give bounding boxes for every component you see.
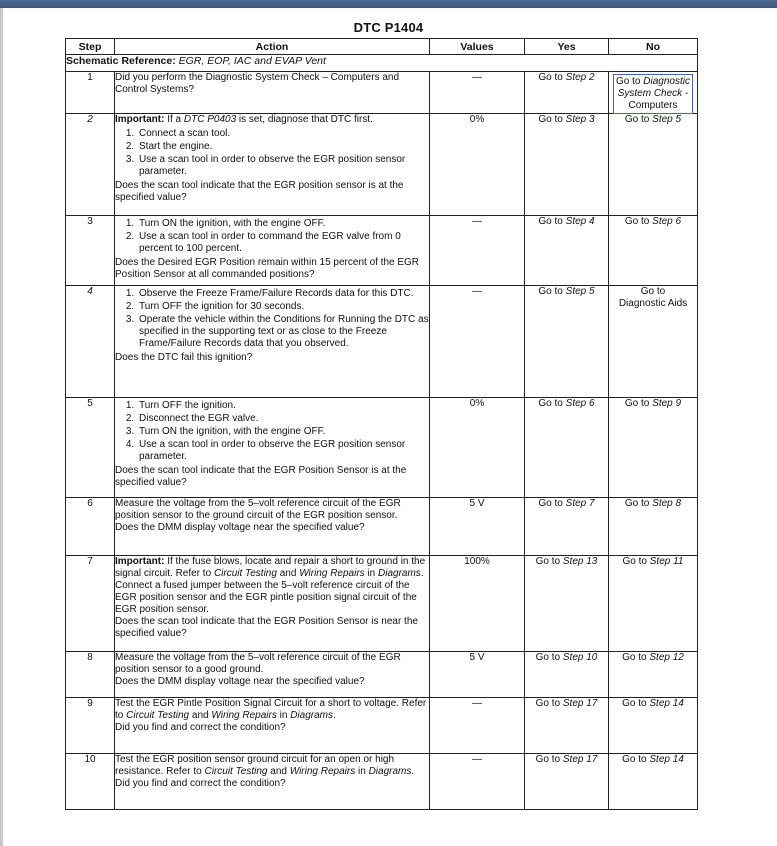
action-step-item: 3. Use a scan tool in order to observe the EGR position sensor parameter. [137, 154, 429, 178]
action-cell [115, 754, 430, 810]
value-cell: — [430, 286, 525, 398]
action-question: Does the DMM display voltage near the specified value? [115, 676, 365, 687]
no-link[interactable]: Go to Step 14 [622, 698, 684, 709]
table-row [66, 114, 698, 216]
action-cell [115, 216, 430, 286]
action-step-item: 2. Turn OFF the ignition for 30 seconds. [137, 301, 429, 313]
yes-link[interactable]: Go to Step 10 [535, 652, 598, 663]
table-row [66, 72, 698, 114]
value-cell: 0% [430, 398, 525, 498]
action-question: Does the scan tool indicate that the EGR position sensor is at the specified value? [115, 180, 404, 203]
yes-cell [525, 754, 609, 810]
yes-link[interactable]: Go to Step 17 [535, 754, 598, 765]
action-question: Does the DTC fail this ignition? [115, 352, 253, 363]
table-row [66, 398, 698, 498]
no-link[interactable]: Go to Diagnostic Aids [618, 286, 688, 309]
schematic-label: Schematic Reference: [66, 55, 176, 67]
no-cell [609, 286, 698, 398]
step-number: 8 [66, 652, 115, 698]
no-cell [609, 498, 698, 556]
action-question: Does the Desired EGR Position remain within 15 percent of the EGR Position Sensor at all commanded positions? [115, 257, 420, 280]
header-action: Action [115, 39, 430, 55]
page-title: DTC P1404 [353, 20, 424, 35]
yes-cell [525, 556, 609, 652]
table-row [66, 498, 698, 556]
table-row [66, 698, 698, 754]
yes-link[interactable]: Go to Step 4 [538, 216, 595, 227]
no-link[interactable]: Go to Step 9 [624, 398, 682, 409]
header-values: Values [430, 39, 525, 55]
yes-cell [525, 216, 609, 286]
action-step-item: 1. Connect a scan tool. [137, 128, 429, 140]
action-step-item: 2. Disconnect the EGR valve. [137, 413, 429, 425]
action-cell [115, 286, 430, 398]
action-question: Does the scan tool indicate that the EGR Position Sensor is near the specified value? [115, 616, 418, 639]
action-text: Connect a fused jumper between the 5–volt reference circuit of the EGR position sensor and the EGR pintle position signal circuit of the EGR position sensor. [115, 580, 417, 615]
no-link[interactable]: Go to Step 14 [622, 754, 684, 765]
yes-link[interactable]: Go to Step 5 [538, 286, 595, 297]
yes-link[interactable]: Go to Step 13 [535, 556, 598, 567]
step-number: 3 [66, 216, 115, 286]
action-cell [115, 556, 430, 652]
action-text: Did you perform the Diagnostic System Check – Computers and Control Systems? [115, 72, 400, 95]
yes-link[interactable]: Go to Step 3 [538, 114, 595, 125]
step-number: 10 [66, 754, 115, 810]
important-text: If a DTC P0403 is set, diagnose that DTC first. [167, 114, 373, 125]
step-number: 1 [66, 72, 115, 114]
action-question: Does the scan tool indicate that the EGR Position Sensor is at the specified value? [115, 465, 407, 488]
action-step-item: 4. Use a scan tool in order to observe the EGR position sensor parameter. [137, 439, 429, 463]
no-link-diagnostic-system-check[interactable]: Go to Diagnostic System Check - Computers [613, 74, 693, 114]
action-cell [115, 498, 430, 556]
important-text: If the fuse blows, locate and repair a short to ground in the signal circuit. Refer to Circuit Testing and Wiring Repairs in Diagrams. [115, 556, 426, 579]
no-cell [609, 698, 698, 754]
yes-link[interactable]: Go to Step 2 [538, 72, 595, 83]
action-steps-list [115, 128, 429, 178]
important-label: Important: [115, 556, 168, 567]
value-cell: — [430, 754, 525, 810]
step-number: 5 [66, 398, 115, 498]
no-cell [609, 114, 698, 216]
action-step-item: 2. Use a scan tool in order to command the EGR valve from 0 percent to 100 percent. [137, 231, 429, 255]
no-link[interactable]: Go to Step 12 [622, 652, 684, 663]
yes-link[interactable]: Go to Step 7 [538, 498, 595, 509]
value-cell: 5 V [430, 498, 525, 556]
action-cell [115, 398, 430, 498]
action-cell [115, 72, 430, 114]
table-row [66, 556, 698, 652]
action-steps-list [115, 400, 429, 463]
yes-cell [525, 652, 609, 698]
important-note [115, 556, 429, 580]
action-steps-list [115, 218, 429, 255]
no-cell [609, 652, 698, 698]
table-row [66, 286, 698, 398]
action-steps-list [115, 288, 429, 350]
yes-link[interactable]: Go to Step 6 [538, 398, 595, 409]
header-no: No [609, 39, 698, 55]
yes-cell [525, 498, 609, 556]
action-question: Did you find and correct the condition? [115, 722, 286, 733]
yes-cell [525, 114, 609, 216]
important-label: Important: [115, 114, 168, 125]
value-cell: — [430, 72, 525, 114]
no-cell [609, 556, 698, 652]
action-cell [115, 652, 430, 698]
no-cell [609, 72, 698, 114]
action-text: Test the EGR Pintle Position Signal Circuit for a short to voltage. Refer to Circuit Testing and Wiring Repairs in Diagrams. [115, 698, 427, 721]
no-cell [609, 398, 698, 498]
action-step-item: 3. Operate the vehicle within the Conditions for Running the DTC as specified in the supporting text or as close to the Freeze Frame/Failure Records data that you observed. [137, 314, 429, 350]
schematic-reference-row [66, 55, 698, 72]
table-row [66, 216, 698, 286]
action-question: Did you find and correct the condition? [115, 778, 286, 789]
value-cell: 0% [430, 114, 525, 216]
step-number: 4 [66, 286, 115, 398]
action-text: Measure the voltage from the 5–volt reference circuit of the EGR position sensor to a good ground. [115, 652, 401, 675]
value-cell: — [430, 216, 525, 286]
no-link[interactable]: Go to Step 8 [624, 498, 682, 509]
action-cell [115, 114, 430, 216]
no-cell [609, 216, 698, 286]
yes-link[interactable]: Go to Step 17 [535, 698, 598, 709]
value-cell: 100% [430, 556, 525, 652]
value-cell: 5 V [430, 652, 525, 698]
yes-cell [525, 72, 609, 114]
header-step: Step [66, 39, 115, 55]
schematic-reference [66, 55, 698, 72]
action-step-item: 1. Turn OFF the ignition. [137, 400, 429, 412]
yes-cell [525, 286, 609, 398]
no-link[interactable]: Go to Step 6 [624, 216, 682, 227]
header-yes: Yes [525, 39, 609, 55]
table-header-row [66, 39, 698, 55]
window-top-bar [0, 0, 777, 8]
no-link[interactable]: Go to Step 5 [624, 114, 682, 125]
step-number: 7 [66, 556, 115, 652]
yes-cell [525, 398, 609, 498]
action-step-item: 1. Turn ON the ignition, with the engine OFF. [137, 218, 429, 230]
action-cell [115, 698, 430, 754]
value-cell: — [430, 698, 525, 754]
schematic-refs: EGR, EOP, IAC and EVAP Vent [178, 55, 326, 67]
action-step-item: 3. Turn ON the ignition, with the engine OFF. [137, 426, 429, 438]
table-row [66, 652, 698, 698]
important-note [115, 114, 429, 126]
step-number: 6 [66, 498, 115, 556]
no-cell [609, 754, 698, 810]
step-number: 9 [66, 698, 115, 754]
no-link[interactable]: Go to Step 11 [622, 556, 684, 567]
diagnostic-table [65, 38, 698, 810]
action-text: Test the EGR position sensor ground circuit for an open or high resistance. Refer to Circuit Testing and Wiring Repairs in Diagrams. [115, 754, 415, 777]
action-text: Measure the voltage from the 5–volt reference circuit of the EGR position sensor to the ground circuit of the EGR position sensor. [115, 498, 401, 521]
action-step-item: 1. Observe the Freeze Frame/Failure Records data for this DTC. [137, 288, 429, 300]
window-left-edge [0, 8, 3, 846]
table-row [66, 754, 698, 810]
action-question: Does the DMM display voltage near the specified value? [115, 522, 365, 533]
step-number: 2 [66, 114, 115, 216]
action-step-item: 2. Start the engine. [137, 141, 429, 153]
yes-cell [525, 698, 609, 754]
